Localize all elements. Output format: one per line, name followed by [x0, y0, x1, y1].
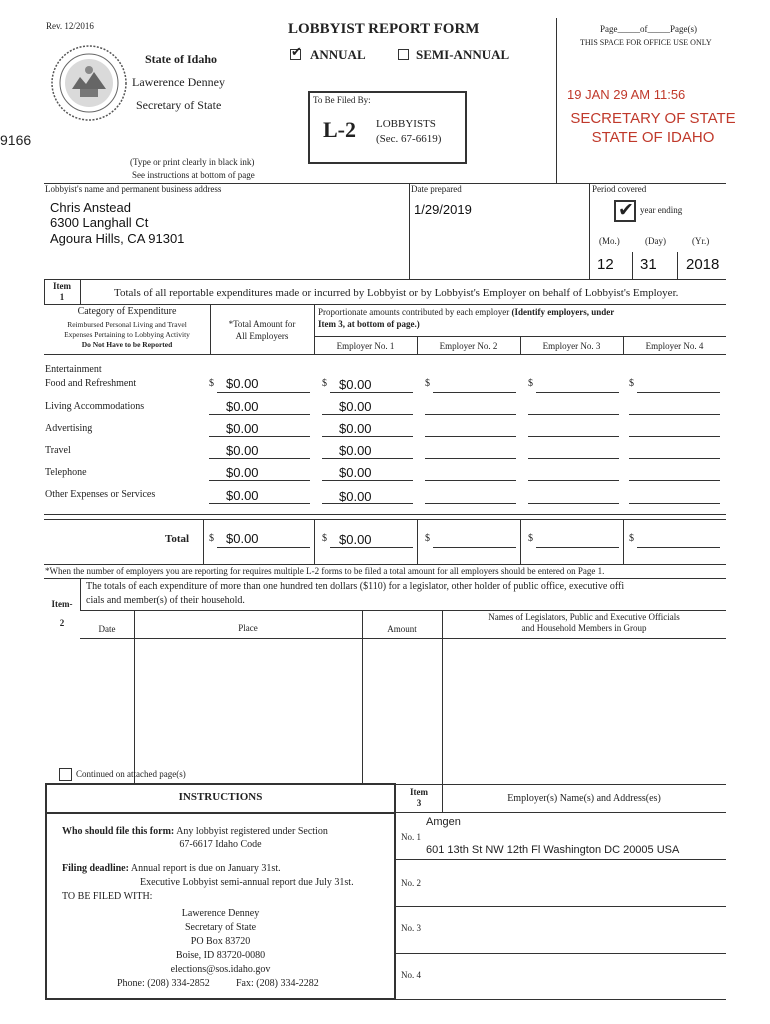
- item1-label: Item: [53, 281, 71, 291]
- semi-annual-checkbox[interactable]: [398, 49, 409, 60]
- filing-deadline: [62, 863, 281, 874]
- proportionate-header-2: Item 3, at bottom of page.): [318, 319, 420, 329]
- form-title: LOBBYIST REPORT FORM: [288, 21, 480, 37]
- emp1-living[interactable]: $0.00: [339, 399, 372, 414]
- total-label: Total: [165, 533, 190, 545]
- emp1-other[interactable]: $0.00: [339, 489, 372, 504]
- employer-col-3: Employer No. 3: [542, 341, 601, 351]
- deadline-label: Filing deadline:: [62, 863, 129, 874]
- employer-no-3-label: No. 3: [401, 923, 421, 933]
- category-label: Travel: [45, 445, 71, 456]
- category-entertainment: Entertainment: [45, 364, 102, 375]
- category-label: Advertising: [45, 423, 93, 434]
- received-stamp-line1: SECRETARY OF STATE: [570, 110, 736, 127]
- month-label: (Mo.): [599, 236, 620, 246]
- dollar-sign: $: [528, 533, 533, 544]
- who-label: Who should file this form:: [62, 826, 175, 837]
- phone-number: Phone: (208) 334-2852: [117, 978, 210, 989]
- who-text-2: 67-6617 Idaho Code: [179, 839, 262, 850]
- category-note-1: Reimbursed Personal Living and Travel: [67, 320, 187, 329]
- lobbyist-name[interactable]: Chris Anstead: [50, 200, 131, 215]
- secretary-title: Secretary of State: [136, 98, 222, 112]
- dollar-sign: $: [629, 378, 634, 389]
- day-label: (Day): [645, 236, 666, 246]
- lobbyist-address-line2[interactable]: Agoura Hills, CA 91301: [50, 231, 185, 246]
- who-should-file: [62, 826, 328, 837]
- total-other[interactable]: $0.00: [226, 488, 259, 503]
- revision-label: Rev. 12/2016: [46, 21, 94, 31]
- employer-no-4-label: No. 4: [401, 970, 421, 980]
- address-line-4: Boise, ID 83720-0080: [175, 950, 266, 961]
- employer-no-1-address[interactable]: 601 13th St NW 12th Fl Washington DC 20005 USA: [426, 844, 680, 856]
- deadline-text: Annual report is due on January 31st.: [130, 863, 281, 874]
- page-of-pages: Page_____of_____Page(s): [600, 24, 697, 34]
- total-food[interactable]: $0.00: [226, 376, 259, 391]
- dollar-sign: $: [209, 533, 214, 544]
- dollar-sign: $: [528, 378, 533, 389]
- item2-col-date: Date: [98, 624, 116, 634]
- item2-col-place: Place: [238, 623, 258, 633]
- category-header: Category of Expenditure: [77, 306, 177, 317]
- category-label: Living Accommodations: [45, 401, 145, 412]
- address-line-1: Lawerence Denney: [181, 908, 260, 919]
- dollar-sign: $: [629, 533, 634, 544]
- state-name: State of Idaho: [145, 52, 218, 66]
- side-number: 9166: [0, 132, 32, 148]
- item1-description: Totals of all reportable expenditures made or incurred by Lobbyist or by Lobbyist's Employer on behalf of Lobbyist's Employer.: [114, 287, 679, 299]
- proportionate-header-text: Proportionate amounts contributed by each employer: [318, 307, 510, 317]
- received-stamp-date: 19 JAN 29 AM 11:56: [567, 87, 686, 102]
- address-email[interactable]: elections@sos.idaho.gov: [170, 964, 271, 975]
- proportionate-header-bold: (Identify employers, under: [511, 307, 615, 317]
- total-travel[interactable]: $0.00: [226, 443, 259, 458]
- category-label: Other Expenses or Services: [45, 489, 156, 500]
- received-stamp-line2: STATE OF IDAHO: [591, 129, 715, 146]
- item2-col-amount: Amount: [387, 624, 417, 634]
- category-note-2: Expenses Pertaining to Lobbying Activity: [64, 330, 190, 339]
- lobbyist-address-line1[interactable]: 6300 Langhall Ct: [50, 215, 149, 230]
- office-use-note: THIS SPACE FOR OFFICE USE ONLY: [580, 38, 712, 47]
- item3-header: Employer(s) Name(s) and Address(es): [507, 793, 661, 804]
- item3-label: Item: [410, 787, 428, 797]
- type-note: (Type or print clearly in black ink): [130, 157, 255, 167]
- employer-no-2-label: No. 2: [401, 878, 421, 888]
- filed-with-label: TO BE FILED WITH:: [62, 891, 153, 902]
- item2-description-1: The totals of each expenditure of more than one hundred ten dollars ($110) for a legislator, other holder of public office, executive offi: [86, 581, 625, 592]
- emp1-advertising[interactable]: $0.00: [339, 421, 372, 436]
- category-label: Food and Refreshment: [45, 378, 137, 389]
- item2-description-2: cials and member(s) of their household.: [86, 595, 245, 606]
- item2-col-names-1: Names of Legislators, Public and Executive Officials: [488, 612, 680, 622]
- year-ending-checkbox[interactable]: [614, 200, 636, 222]
- total-telephone[interactable]: $0.00: [226, 465, 259, 480]
- dollar-sign: $: [425, 533, 430, 544]
- employer-footnote: *When the number of employers you are reporting for requires multiple L-2 forms to be filed a total amount for all employers should be entered on Page 1.: [45, 566, 605, 576]
- emp1-travel[interactable]: $0.00: [339, 443, 372, 458]
- check-icon: ✔: [618, 200, 634, 221]
- to-be-filed-by: To Be Filed By:: [313, 95, 371, 105]
- item2-col-names-2: and Household Members in Group: [521, 623, 647, 633]
- dollar-sign: $: [209, 378, 214, 389]
- total-amount-header-2: All Employers: [235, 331, 289, 341]
- form-code: L-2: [323, 117, 356, 142]
- who-text: Any lobbyist registered under Section: [176, 826, 328, 837]
- total-employer-1[interactable]: $0.00: [339, 532, 372, 547]
- emp1-telephone[interactable]: $0.00: [339, 465, 372, 480]
- check-icon: ✔: [291, 44, 302, 59]
- lobbyist-address-label: Lobbyist's name and permanent business address: [45, 184, 222, 194]
- employer-col-1: Employer No. 1: [336, 341, 395, 351]
- proportionate-header: [318, 307, 614, 317]
- employer-no-1-label: No. 1: [401, 832, 421, 842]
- year-ending-label: year ending: [640, 205, 683, 215]
- instructions-note: See instructions at bottom of page: [132, 170, 255, 180]
- period-year[interactable]: 2018: [686, 256, 720, 273]
- total-living[interactable]: $0.00: [226, 399, 259, 414]
- dollar-sign: $: [322, 378, 327, 389]
- address-line-2: Secretary of State: [184, 922, 257, 933]
- instructions-title: INSTRUCTIONS: [178, 791, 263, 803]
- continued-checkbox[interactable]: [59, 768, 72, 781]
- total-amount-header-1: *Total Amount for: [228, 319, 296, 329]
- item3-number: 3: [416, 798, 422, 808]
- emp1-food[interactable]: $0.00: [339, 377, 372, 392]
- period-month[interactable]: 12: [597, 256, 614, 273]
- semi-annual-label: SEMI-ANNUAL: [416, 47, 510, 62]
- total-advertising[interactable]: $0.00: [226, 421, 259, 436]
- period-covered-label: Period covered: [592, 184, 647, 194]
- form-code-section: (Sec. 67-6619): [376, 133, 442, 145]
- total-all-employers[interactable]: $0.00: [226, 531, 259, 546]
- secretary-name: Lawerence Denney: [132, 75, 225, 89]
- employer-col-4: Employer No. 4: [645, 341, 704, 351]
- form-code-box: [308, 91, 467, 164]
- annual-label: ANNUAL: [310, 47, 366, 62]
- employer-no-1-name[interactable]: Amgen: [426, 816, 461, 828]
- category-note-3: Do Not Have to be Reported: [81, 340, 173, 349]
- dollar-sign: $: [322, 533, 327, 544]
- employer-col-2: Employer No. 2: [439, 341, 498, 351]
- dollar-sign: $: [425, 378, 430, 389]
- address-line-3: PO Box 83720: [190, 936, 251, 947]
- item2-label: Item-: [51, 599, 73, 609]
- item1-number: 1: [59, 292, 65, 302]
- date-prepared-label: Date prepared: [411, 184, 462, 194]
- continued-label: Continued on attached page(s): [76, 769, 186, 779]
- period-day[interactable]: 31: [640, 256, 657, 273]
- date-prepared[interactable]: 1/29/2019: [414, 202, 472, 217]
- year-label: (Yr.): [692, 236, 710, 246]
- state-seal: [50, 44, 128, 122]
- category-label: Telephone: [45, 467, 87, 478]
- form-code-label: LOBBYISTS: [376, 118, 436, 130]
- fax-number: Fax: (208) 334-2282: [236, 978, 319, 989]
- deadline-text-2: Executive Lobbyist semi-annual report due July 31st.: [140, 877, 354, 888]
- item2-number: 2: [59, 618, 65, 628]
